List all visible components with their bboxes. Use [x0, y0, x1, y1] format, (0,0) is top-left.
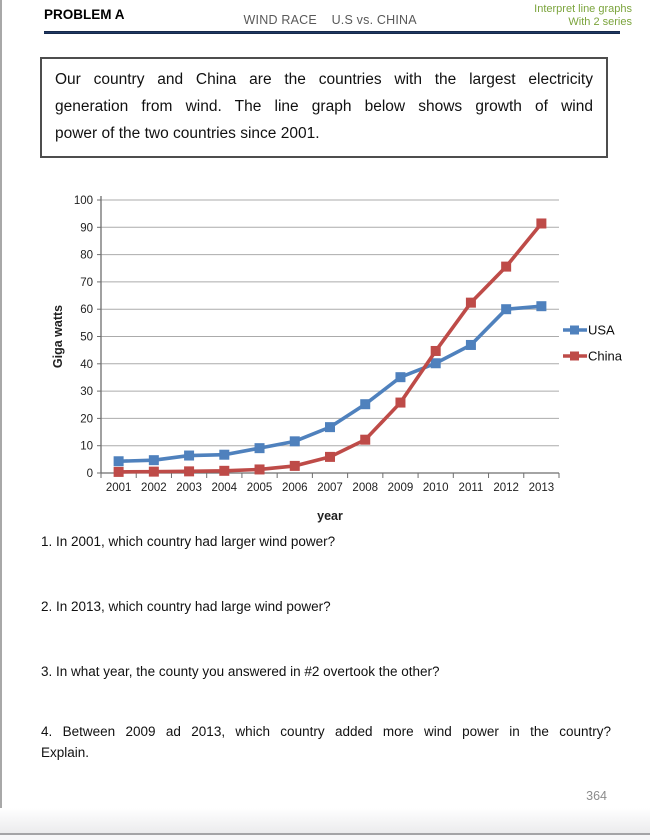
- worksheet-tagline: [534, 3, 632, 29]
- chart-x-tick-label: 2003: [176, 482, 202, 494]
- question-4-line-2: Explain.: [41, 745, 90, 760]
- chart-marker-usa: [114, 457, 123, 466]
- chart-marker-usa: [255, 444, 264, 453]
- chart-y-tick-label: 80: [80, 249, 93, 262]
- chart-x-tick-label: 2010: [422, 482, 449, 494]
- chart-y-tick-label: 70: [80, 276, 93, 289]
- chart-y-tick-label: 0: [86, 468, 93, 480]
- chart-marker-usa: [466, 340, 475, 349]
- header-divider: [44, 31, 620, 34]
- wind-power-line-chart: [40, 188, 625, 528]
- question-4: [41, 721, 611, 763]
- chart-y-tick-label: 60: [80, 304, 93, 317]
- chart-marker-usa: [361, 400, 370, 409]
- chart-y-tick-label: 20: [80, 413, 93, 426]
- worksheet-title: WIND RACE U.S vs. CHINA: [243, 13, 417, 27]
- question-3: 3. In what year, the county you answered in #2 overtook the other?: [41, 664, 440, 679]
- chart-x-tick-label: 2006: [281, 482, 308, 494]
- chart-series-line-usa: [119, 306, 542, 461]
- chart-marker-usa: [220, 450, 229, 459]
- question-1: 1. In 2001, which country had larger wind power?: [41, 534, 336, 549]
- problem-label: PROBLEM A: [44, 7, 125, 22]
- legend-marker-usa: [570, 326, 579, 335]
- chart-marker-china: [149, 467, 158, 476]
- chart-marker-china: [220, 466, 229, 475]
- chart-x-tick-label: 2013: [528, 482, 555, 494]
- tagline-line-2: With 2 series: [568, 16, 632, 28]
- chart-x-tick-label: 2002: [141, 482, 167, 494]
- chart-y-tick-label: 90: [80, 222, 93, 235]
- chart-marker-usa: [537, 302, 546, 311]
- page-number: 364: [586, 789, 607, 803]
- chart-series-line-china: [119, 223, 542, 471]
- chart-x-tick-label: 2001: [105, 482, 132, 494]
- question-2: 2. In 2013, which country had large wind power?: [41, 599, 331, 614]
- chart-y-axis-title: Giga watts: [51, 304, 65, 369]
- chart-x-tick-label: 2004: [211, 482, 238, 494]
- chart-marker-usa: [290, 437, 299, 446]
- chart-marker-usa: [149, 456, 158, 465]
- intro-line: power of the two countries since 2001.: [55, 125, 320, 142]
- chart-x-tick-label: 2009: [387, 482, 414, 494]
- chart-marker-china: [396, 398, 405, 407]
- intro-line: generation from wind. The line graph below shows growth of wind: [55, 98, 593, 115]
- chart-marker-china: [466, 298, 475, 307]
- chart-marker-china: [114, 467, 123, 476]
- chart-canvas: [40, 188, 625, 528]
- legend-label-usa: USA: [588, 322, 615, 338]
- chart-marker-china: [185, 467, 194, 476]
- intro-text-box: [40, 57, 608, 158]
- chart-x-tick-label: 2007: [317, 482, 343, 494]
- page-bottom-shadow: [0, 808, 650, 833]
- question-4-line-1: 4. Between 2009 ad 2013, which country added more wind power in the country?: [41, 724, 611, 739]
- chart-marker-usa: [502, 305, 511, 314]
- chart-x-tick-label: 2012: [493, 482, 519, 494]
- page-bottom-margin: [0, 835, 650, 840]
- chart-y-tick-label: 10: [80, 440, 93, 453]
- chart-marker-china: [290, 461, 299, 470]
- chart-marker-usa: [185, 451, 194, 460]
- chart-marker-china: [255, 465, 264, 474]
- legend-label-china: China: [588, 348, 622, 364]
- chart-y-tick-label: 40: [80, 358, 93, 371]
- chart-marker-china: [502, 262, 511, 271]
- chart-marker-china: [537, 219, 546, 228]
- chart-marker-china: [361, 435, 370, 444]
- chart-y-tick-label: 100: [73, 195, 93, 207]
- chart-y-tick-label: 50: [80, 331, 93, 344]
- chart-marker-usa: [431, 359, 440, 368]
- tagline-line-1: Interpret line graphs: [534, 3, 632, 15]
- chart-x-tick-label: 2011: [458, 482, 484, 494]
- chart-marker-usa: [396, 373, 405, 382]
- chart-x-axis-title: year: [317, 509, 343, 523]
- chart-marker-china: [326, 452, 335, 461]
- chart-y-tick-label: 30: [80, 386, 93, 399]
- chart-marker-china: [431, 346, 440, 355]
- chart-x-tick-label: 2005: [246, 482, 273, 494]
- chart-marker-usa: [326, 423, 335, 432]
- legend-marker-china: [570, 352, 579, 361]
- chart-x-tick-label: 2008: [352, 482, 379, 494]
- intro-line: Our country and China are the countries with the largest electricity: [55, 71, 593, 88]
- page-left-border: [0, 0, 2, 840]
